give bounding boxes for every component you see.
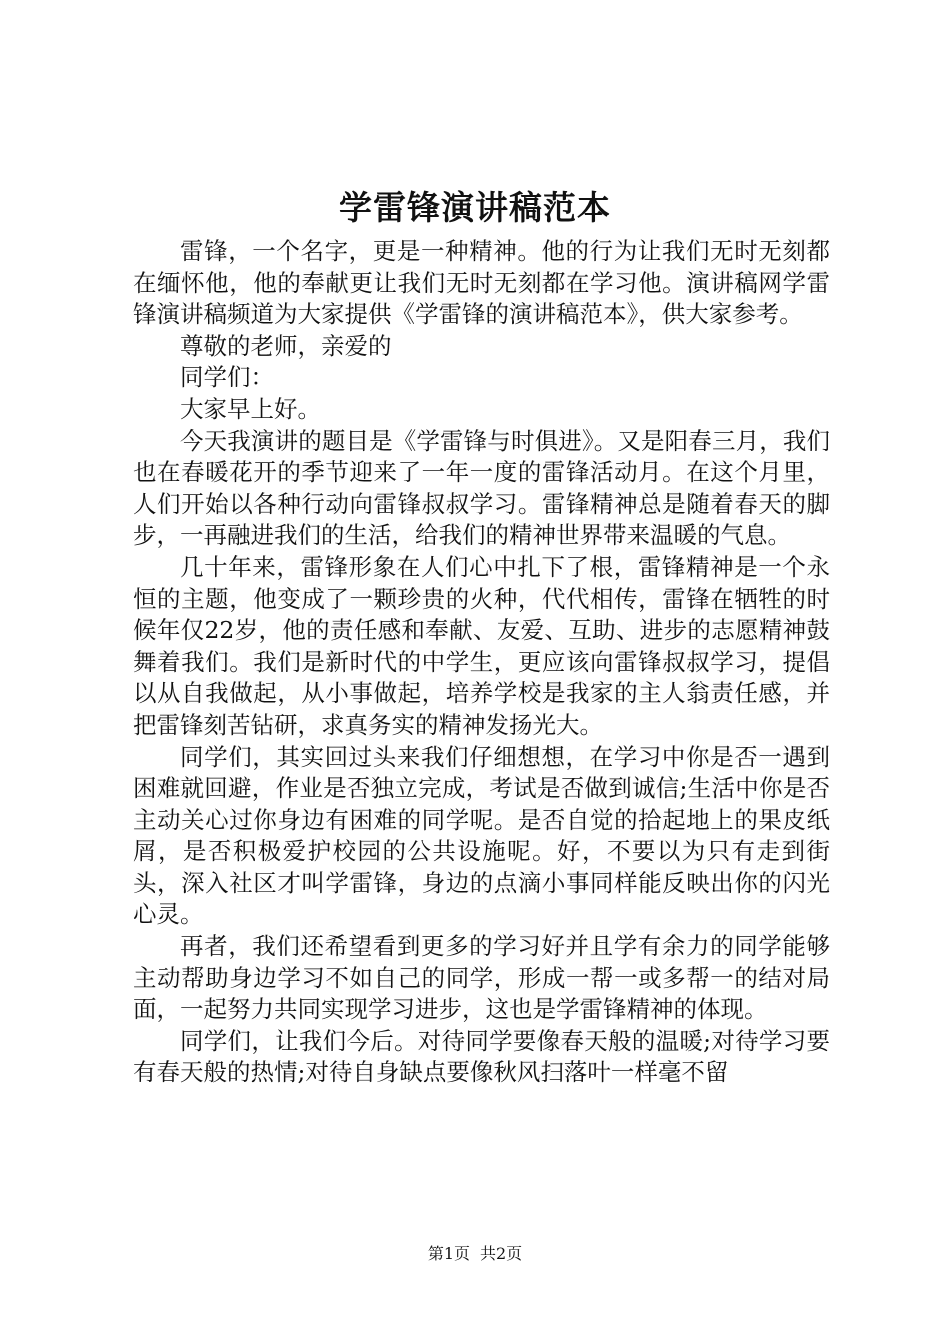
paragraph: 同学们： bbox=[180, 363, 274, 392]
paragraph: 大家早上好。 bbox=[180, 394, 321, 423]
paragraph: 雷锋，一个名字，更是一种精神。他的行为让我们无时无刻都在缅怀他，他的奉献更让我们无时无刻都在学习他。演讲稿网学雷锋演讲稿频道为大家提供《学雷锋的演讲稿范本》，供大家参考。 bbox=[133, 237, 830, 329]
paragraph: 再者，我们还希望看到更多的学习好并且学有余力的同学能够主动帮助身边学习不如自己的同学，形成一帮一或多帮一的结对局面，一起努力共同实现学习进步，这也是学雷锋精神的体现。 bbox=[133, 932, 830, 1024]
paragraph: 今天我演讲的题目是《学雷锋与时俱进》。又是阳春三月，我们也在春暖花开的季节迎来了一年一度的雷锋活动月。在这个月里，人们开始以各种行动向雷锋叔叔学习。雷锋精神总是随着春天的脚步，一再融进我们的生活，给我们的精神世界带来温暖的气息。 bbox=[133, 426, 830, 550]
paragraph: 几十年来，雷锋形象在人们心中扎下了根，雷锋精神是一个永恒的主题，他变成了一颗珍贵的火种，代代相传，雷锋在牺牲的时候年仅22岁，他的责任感和奉献、友爱、互助、进步的志愿精神鼓舞着我们。我们是新时代的中学生，更应该向雷锋叔叔学习，提倡以从自我做起，从小事做起，培养学校是我家的主人翁责任感，并把雷锋刻苦钻研，求真务实的精神发扬光大。 bbox=[133, 552, 830, 739]
paragraph: 尊敬的老师，亲爱的 bbox=[180, 331, 392, 360]
page-number: 第1页 bbox=[427, 1244, 470, 1263]
document-body bbox=[133, 236, 830, 1089]
paragraph: 同学们，其实回过头来我们仔细想想，在学习中你是否一遇到困难就回避，作业是否独立完成，考试是否做到诚信;生活中你是否主动关心过你身边有困难的同学呢。是否自觉的拾起地上的果皮纸屑，是否积极爱护校园的公共设施呢。好，不要以为只有走到街头，深入社区才叫学雷锋，身边的点滴小事同样能反映出你的闪光心灵。 bbox=[133, 742, 830, 929]
document-title: 学雷锋演讲稿范本 bbox=[339, 188, 611, 227]
page-footer bbox=[0, 1243, 950, 1265]
paragraph: 同学们，让我们今后。对待同学要像春天般的温暖;对待学习要有春天般的热情;对待自身缺点要像秋风扫落叶一样毫不留 bbox=[133, 1026, 830, 1087]
page-total: 共2页 bbox=[480, 1244, 523, 1263]
